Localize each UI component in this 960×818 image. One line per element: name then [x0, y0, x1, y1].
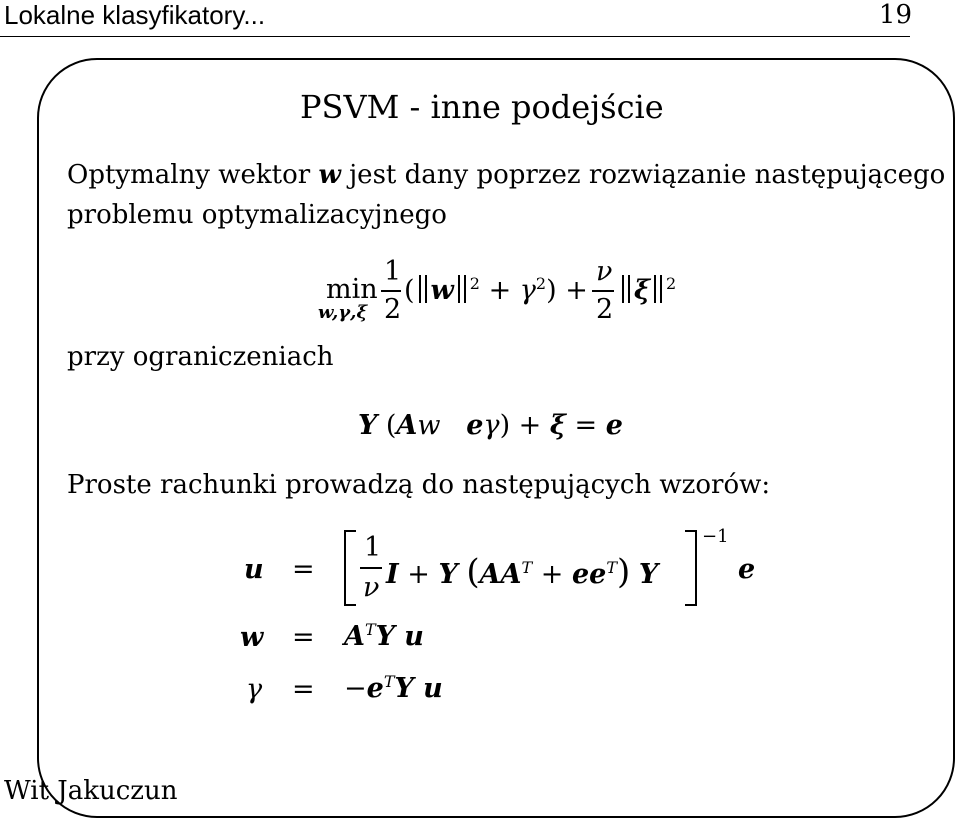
- one-numerator: 1: [364, 532, 382, 563]
- intro-line-2: problemu optymalizacyjnego: [67, 200, 447, 230]
- slide-title: PSVM - inne podejście: [300, 88, 664, 126]
- half-bar: [381, 290, 401, 292]
- vector-w: w: [318, 160, 341, 190]
- min-operator: min: [326, 274, 378, 305]
- rhs-gamma: $-e^TY$ u: [344, 672, 443, 704]
- lhs-w: w: [240, 622, 264, 653]
- right-bracket: [685, 530, 697, 606]
- min-subscript: w,γ,ξ: [318, 302, 368, 323]
- intro-text-a: Optymalny wektor: [67, 160, 311, 190]
- eq-sign-u: =: [292, 554, 315, 585]
- footer-author: Wit Jakuczun: [4, 776, 178, 806]
- header-title: Lokalne klasyfikatory...: [4, 0, 266, 30]
- one-over-nu-bar: [360, 567, 382, 569]
- constraints-label: przy ograniczeniach: [67, 342, 334, 372]
- nu-denominator: 2: [596, 294, 614, 325]
- lhs-u: u: [244, 554, 264, 585]
- eq-sign-w: =: [292, 622, 315, 653]
- inverse-exponent: −1: [702, 526, 729, 547]
- lhs-gamma: γ: [246, 674, 263, 705]
- intro-text-b: jest dany poprzez rozwiązanie następującego: [349, 160, 946, 190]
- eq-sign-gamma: =: [292, 674, 315, 705]
- formula-u-body: I + Y $(AA^T + ee^T)$ Y: [386, 552, 659, 592]
- rhs-w: $A^TY$ u: [344, 620, 424, 652]
- result-intro: Proste rachunki prowadzą do następujących wzorów:: [67, 470, 771, 500]
- header-rule: [0, 36, 910, 37]
- nu-denominator-2: ν: [363, 572, 380, 603]
- left-bracket: [344, 530, 356, 606]
- trailing-e: e: [738, 554, 756, 585]
- intro-line-1: [67, 160, 945, 190]
- half-denominator: 2: [384, 294, 402, 325]
- half-numerator: 1: [384, 256, 402, 287]
- formula-constraint: Y (Aw eγ) + ξ = e: [358, 410, 623, 441]
- nu-numerator: ν: [596, 256, 613, 287]
- min-tail: ξ $^2$: [618, 274, 676, 306]
- nu-bar: [592, 290, 614, 292]
- page-number: 19: [878, 0, 912, 30]
- min-body: ( w $^2 + \gamma^2$) +: [404, 274, 588, 306]
